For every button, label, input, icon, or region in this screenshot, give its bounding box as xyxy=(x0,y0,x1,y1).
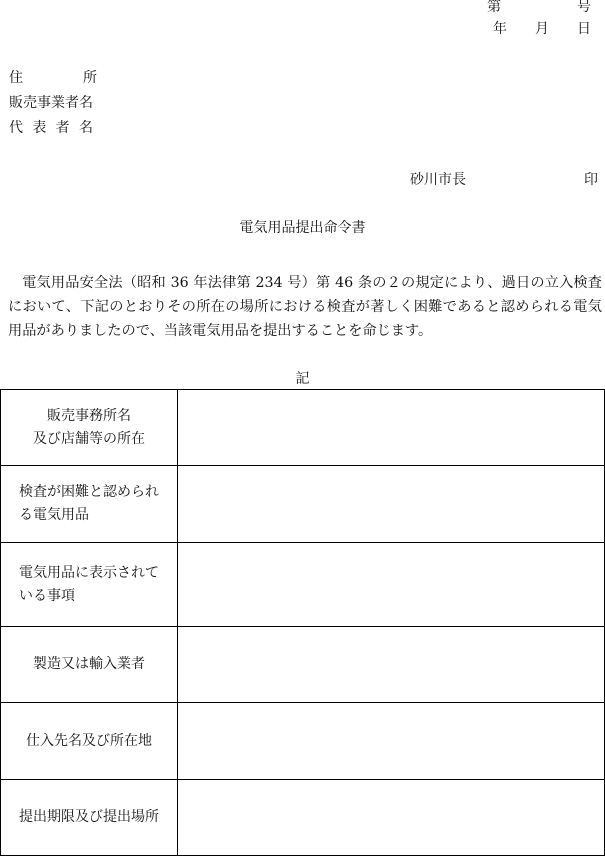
table-row xyxy=(1,703,605,780)
table-row xyxy=(1,390,605,466)
sender-name: 砂川市長 xyxy=(410,172,466,188)
row-value-office[interactable] xyxy=(178,390,605,466)
document-title: 電気用品提出命令書 xyxy=(239,220,366,236)
representative-char-1: 代 xyxy=(9,120,23,136)
row-label-line: る電気用品 xyxy=(19,507,89,523)
number-prefix: 第 xyxy=(487,0,501,15)
row-label-manufacturer xyxy=(1,627,178,703)
address-label-char-2: 所 xyxy=(83,70,97,86)
row-label-office xyxy=(1,390,178,466)
row-value-manufacturer[interactable] xyxy=(178,627,605,703)
row-label-line: 提出期限及び提出場所 xyxy=(19,809,159,825)
business-name-label: 販売事業者名 xyxy=(9,95,93,111)
number-suffix: 号 xyxy=(577,0,591,15)
row-value-markings[interactable] xyxy=(178,543,605,627)
row-label-product xyxy=(1,466,178,543)
table-row xyxy=(1,627,605,703)
date-month: 月 xyxy=(535,21,549,37)
table-row xyxy=(1,543,605,627)
seal-mark: 印 xyxy=(584,172,598,188)
table-row xyxy=(1,780,605,856)
row-label-line: 製造又は輸入業者 xyxy=(33,656,145,672)
row-label-deadline xyxy=(1,780,178,856)
representative-char-2: 表 xyxy=(32,120,47,136)
ki-heading: 記 xyxy=(295,371,310,387)
row-label-line: 仕入先名及び所在地 xyxy=(26,732,152,749)
row-label-line: いる事項 xyxy=(19,587,75,604)
row-label-line: 販売事務所名 xyxy=(47,407,131,424)
order-body-text: 電気用品安全法（昭和 36 年法律第 234 号）第 46 条の２の規定により、過日の立入検査において、下記のとおりその所在の場所における検査が著しく困難であると認められる電気用品がありましたので、当該電気用品を提出することを命じます。 xyxy=(8,275,602,339)
row-label-line: 電気用品に表示されて xyxy=(19,564,159,581)
row-label-supplier xyxy=(1,703,178,780)
row-value-product[interactable] xyxy=(178,466,605,543)
document-number xyxy=(487,0,591,14)
representative-char-4: 名 xyxy=(78,120,93,136)
date-year: 年 xyxy=(493,21,507,37)
address-label xyxy=(9,71,97,85)
row-label-markings xyxy=(1,543,178,627)
row-value-deadline[interactable] xyxy=(178,780,605,856)
table-row xyxy=(1,466,605,543)
document-date xyxy=(493,22,591,36)
representative-char-3: 者 xyxy=(55,120,70,136)
representative-label xyxy=(9,121,93,135)
date-day: 日 xyxy=(577,21,591,37)
row-value-supplier[interactable] xyxy=(178,703,605,780)
row-label-line: 及び店舗等の所在 xyxy=(33,430,145,447)
row-label-line: 検査が困難と認められ xyxy=(19,484,159,500)
address-label-char-1: 住 xyxy=(9,70,23,86)
details-table xyxy=(0,389,605,856)
